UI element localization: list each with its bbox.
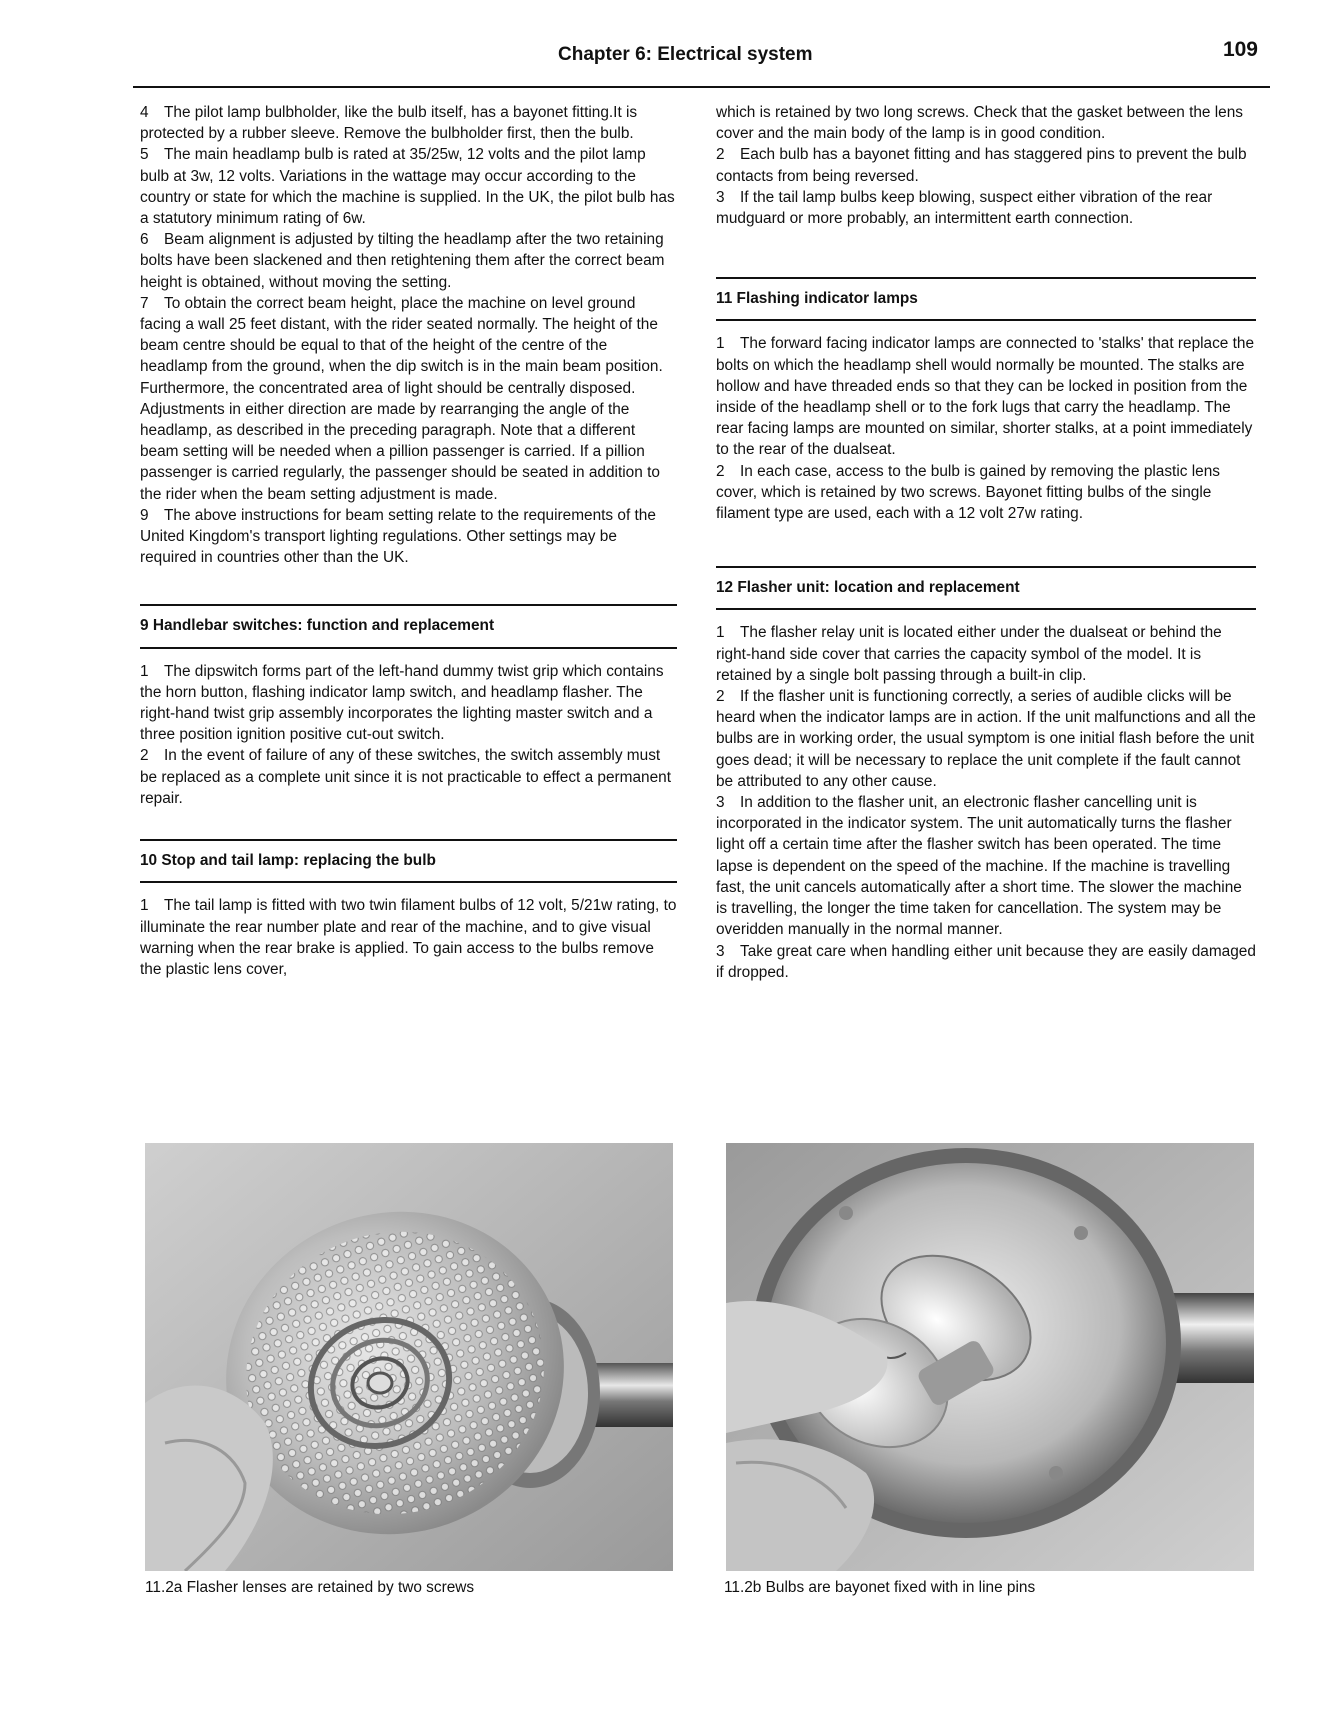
paragraph: 3 Take great care when handling either unit because they are easily damaged if dropped. bbox=[716, 942, 1256, 981]
section-heading: 11 Flashing indicator lamps bbox=[716, 277, 1256, 321]
section-heading: 9 Handlebar switches: function and replacement bbox=[140, 604, 677, 648]
paragraph: 2 If the flasher unit is functioning correctly, a series of audible clicks will be heard when the indicator lamps are in action. If the unit malfunctions and all the bulbs are in working order, the usual symptom is one initial flash before the unit goes dead; it will be necessary to replace the unit complete if the fault cannot be attributed to any other cause. bbox=[716, 688, 1256, 790]
paragraph: 9 The above instructions for beam setting relate to the requirements of the United Kingdom's transport lighting regulations. Other settings may be required in countries other than the UK. bbox=[140, 506, 656, 567]
paragraph: 1 The tail lamp is fitted with two twin filament bulbs of 12 volt, 5/21w rating, to illuminate the rear number plate and rear of the machine, and to give visual warning when the rear brake is applied. To gain access to the bulbs remove the plastic lens cover, bbox=[140, 897, 677, 978]
page-header bbox=[133, 36, 1270, 88]
figure-caption: 11.2b Bulbs are bayonet fixed with in line pins bbox=[724, 1579, 1036, 1596]
paragraph: 4 The pilot lamp bulbholder, like the bulb itself, has a bayonet fitting.It is protected by a rubber sleeve. Remove the bulbholder first, then the bulb. bbox=[140, 104, 638, 143]
photo-flasher-lens bbox=[145, 1143, 673, 1571]
section-heading: 10 Stop and tail lamp: replacing the bulb bbox=[140, 839, 677, 883]
paragraph: 2 In the event of failure of any of these switches, the switch assembly must be replaced as a complete unit since it is not practicable to effect a permanent repair. bbox=[140, 747, 671, 807]
paragraph: 6 Beam alignment is adjusted by tilting the headlamp after the two retaining bolts have been slackened and then retightening them after the correct beam height is obtained, without moving the setting. bbox=[140, 231, 665, 291]
paragraph: 1 The dipswitch forms part of the left-hand dummy twist grip which contains the horn button, flashing indicator lamp switch, and headlamp flasher. The right-hand twist grip assembly incorporates the lighting master switch and a three position ignition positive cut-out switch. bbox=[140, 662, 664, 744]
paragraph: 3 If the tail lamp bulbs keep blowing, suspect either vibration of the rear mudguard or more probably, an intermittent earth connection. bbox=[716, 188, 1213, 228]
page-number: 109 bbox=[1222, 38, 1258, 61]
paragraph: which is retained by two long screws. Check that the gasket between the lens cover and the main body of the lamp is in good condition. bbox=[716, 104, 1243, 143]
right-column bbox=[716, 102, 1256, 983]
left-column bbox=[140, 102, 677, 980]
figure-caption: 11.2a Flasher lenses are retained by two screws bbox=[145, 1579, 475, 1596]
paragraph: 2 In each case, access to the bulb is gained by removing the plastic lens cover, which is retained by two screws. Bayonet fitting bulbs of the single filament type are used, each with a 12 volt 27w rating. bbox=[716, 462, 1220, 523]
section-heading: 12 Flasher unit: location and replacement bbox=[716, 566, 1256, 610]
photo-bulb-removal bbox=[726, 1143, 1254, 1571]
chapter-title: Chapter 6: Electrical system bbox=[558, 44, 813, 65]
paragraph: 1 The forward facing indicator lamps are connected to 'stalks' that replace the bolts on which the headlamp shell would normally be mounted. The stalks are hollow and have threaded ends so that they can be locked in position from the inside of the headlamp shell or to the fork lugs that carry the headlamp. The rear facing lamps are mounted on similar, shorter stalks, at a point immediately to the rear of the dualseat. bbox=[716, 335, 1255, 459]
paragraph: 1 The flasher relay unit is located either under the dualseat or behind the right-hand side cover that carries the capacity symbol of the model. It is retained by a single bolt passing through a built-in clip. bbox=[716, 624, 1222, 684]
paragraph: 7 To obtain the correct beam height, place the machine on level ground facing a wall 25 feet distant, with the rider seated normally. The height of the beam centre should be equal to that of the height of the centre of the headlamp from the ground, when the dip switch is in the main beam position. Furthermore, the concentrated area of light should be centrally disposed. Adjustments in either direction are made by rearranging the angle of the headlamp, as described in the preceding paragraph. Note that a different beam setting will be needed when a pillion passenger is carried. If a pillion passenger is carried regularly, the passenger should be seated in addition to the rider when the beam setting adjustment is made. bbox=[140, 294, 663, 503]
paragraph: 5 The main headlamp bulb is rated at 35/25w, 12 volts and the pilot lamp bulb at 3w, 12 volts. Variations in the wattage may occur according to the country or state for which the machine is supplied. In the UK, the pilot bulb has a statutory minimum rating of 6w. bbox=[140, 146, 675, 228]
paragraph: 2 Each bulb has a bayonet fitting and has staggered pins to prevent the bulb contacts from being reversed. bbox=[716, 146, 1247, 185]
paragraph: 3 In addition to the flasher unit, an electronic flasher cancelling unit is incorporated in the indicator system. The unit automatically turns the flasher light off a certain time after the flasher switch has been operated. The time lapse is dependent on the speed of the machine. If the machine is travelling fast, the unit cancels automatically after a short time. The slower the machine is travelling, the longer the time taken for cancellation. The system may be overidden manually in the normal manner. bbox=[716, 794, 1242, 939]
